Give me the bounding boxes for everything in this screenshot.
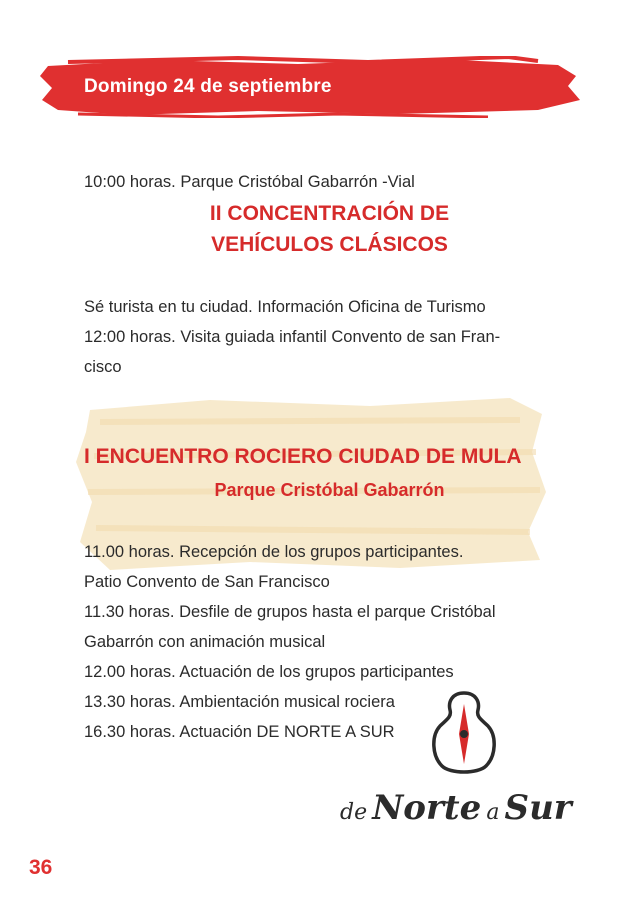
vehicles-title-line-1: II CONCENTRACIÓN DE	[209, 202, 450, 225]
logo-word-norte: Norte	[372, 788, 482, 828]
logo-word-de: de	[340, 800, 368, 825]
rociero-subtitle: Parque Cristóbal Gabarrón	[214, 480, 445, 500]
logo-word-sur: Sur	[504, 788, 572, 828]
day-heading: Domingo 24 de septiembre	[84, 76, 332, 97]
list-item: 11.30 horas. Desfile de grupos hasta el parque Cristóbal	[84, 603, 496, 621]
list-item: 16.30 horas. Actuación DE NORTE A SUR	[84, 723, 395, 741]
list-item: 11.00 horas. Recepción de los grupos participantes.	[84, 543, 464, 561]
rociero-title: I ENCUENTRO ROCIERO CIUDAD DE MULA	[84, 445, 522, 468]
de-norte-a-sur-logo	[340, 690, 590, 840]
vehicles-title-line-2: VEHÍCULOS CLÁSICOS	[211, 233, 448, 256]
list-item: 12.00 horas. Actuación de los grupos participantes	[84, 663, 454, 681]
list-item: 13.30 horas. Ambientación musical rociera	[84, 693, 395, 711]
logo-word-a: a	[486, 800, 500, 825]
guitar-icon	[428, 690, 500, 776]
logo-wordmark	[340, 788, 590, 828]
page-number: 36	[29, 856, 53, 879]
vehicles-time-line: 10:00 horas. Parque Cristóbal Gabarrón -Vial	[84, 173, 415, 191]
tourism-info-line: Sé turista en tu ciudad. Información Oficina de Turismo	[84, 298, 486, 316]
guided-visit-line: 12:00 horas. Visita guiada infantil Convento de san Fran-	[84, 328, 501, 346]
guided-visit-line-cont: cisco	[84, 358, 122, 376]
list-item: Patio Convento de San Francisco	[84, 573, 330, 591]
list-item: Gabarrón con animación musical	[84, 633, 326, 651]
